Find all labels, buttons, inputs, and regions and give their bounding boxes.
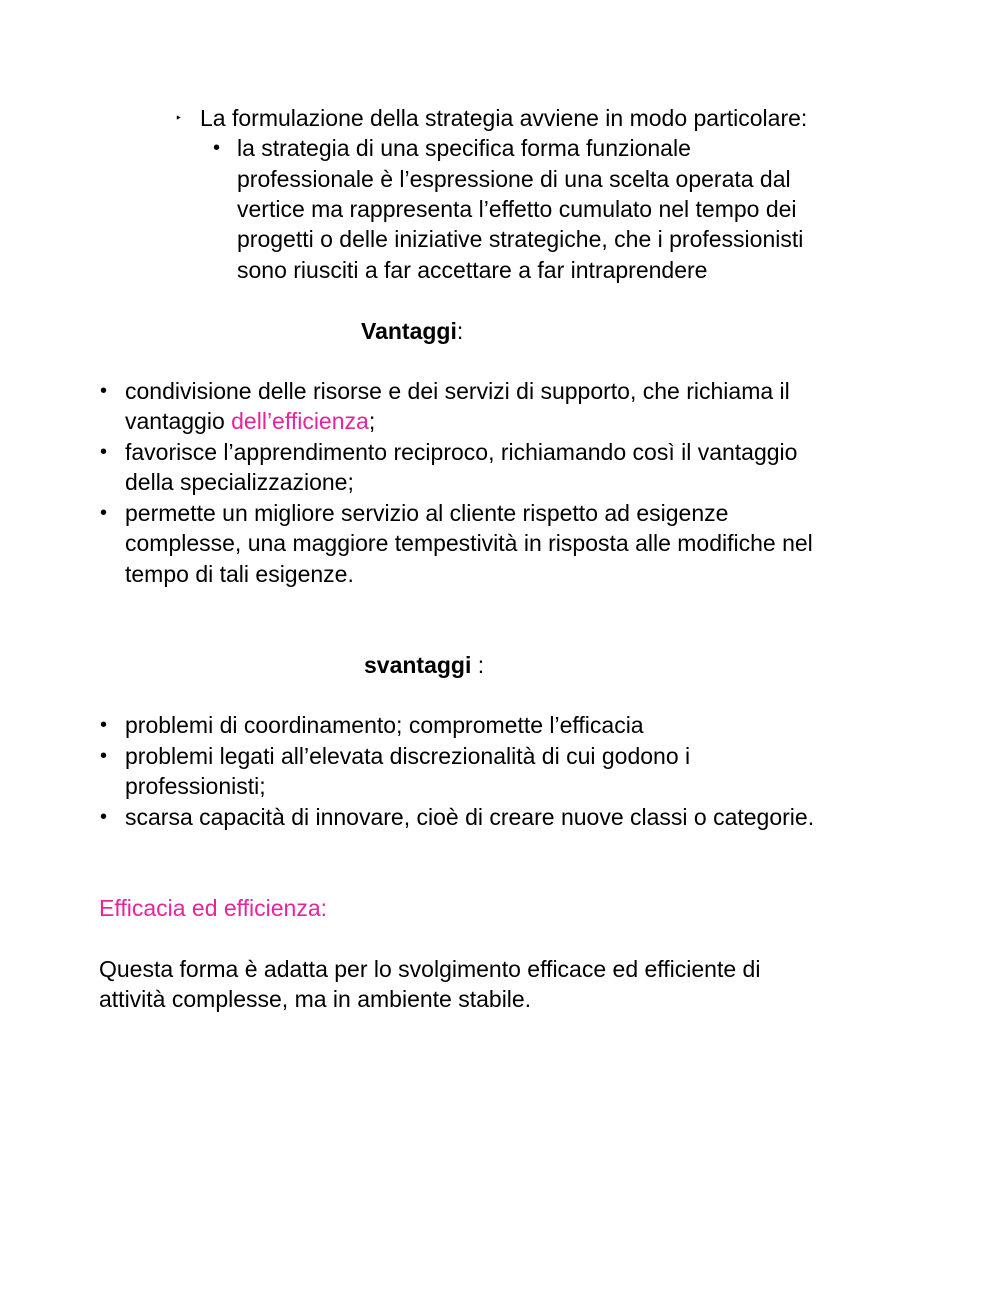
triangle-bullet-icon: ‣ bbox=[175, 111, 183, 125]
vantaggi-heading bbox=[361, 316, 463, 346]
svantaggi-heading bbox=[364, 650, 484, 680]
vantaggi-item-1-end: ; bbox=[368, 408, 376, 434]
vantaggi-item-1-line-2 bbox=[125, 406, 375, 436]
vantaggi-heading-text: Vantaggi bbox=[361, 318, 457, 344]
svantaggi-item-1-line-1: problemi di coordinamento; compromette l’efficacia bbox=[125, 712, 644, 738]
intro-text: La formulazione della strategia avviene in modo particolare: bbox=[200, 105, 808, 131]
vantaggi-item-3-line-3: tempo di tali esigenze. bbox=[125, 561, 354, 587]
vantaggi-item-3-line-1: permette un migliore servizio al cliente rispetto ad esigenze bbox=[125, 500, 729, 526]
bullet-icon: • bbox=[100, 714, 108, 736]
intro-sub-line-5: sono riusciti a far accettare a far intraprendere bbox=[237, 257, 708, 283]
intro-sub-line-2: professionale è l’espressione di una scelta operata dal bbox=[237, 166, 791, 192]
efficacia-line-2: attività complesse, ma in ambiente stabile. bbox=[99, 986, 532, 1012]
intro-sub-line-1: la strategia di una specifica forma funzionale bbox=[237, 135, 691, 161]
svantaggi-heading-colon: : bbox=[471, 652, 485, 678]
svantaggi-item-3-line-1: scarsa capacità di innovare, cioè di creare nuove classi o categorie. bbox=[125, 804, 815, 830]
intro-sub-line-4: progetti o delle iniziative strategiche, che i professionisti bbox=[237, 226, 804, 252]
vantaggi-item-2-line-1: favorisce l’apprendimento reciproco, richiamando così il vantaggio bbox=[125, 439, 798, 465]
bullet-icon: • bbox=[213, 137, 221, 159]
vantaggi-item-3-line-2: complesse, una maggiore tempestività in risposta alle modifiche nel bbox=[125, 530, 813, 556]
vantaggi-heading-colon: : bbox=[456, 318, 464, 344]
bullet-icon: • bbox=[100, 502, 108, 524]
svantaggi-item-2-line-1: problemi legati all’elevata discrezionalità di cui godono i bbox=[125, 743, 691, 769]
bullet-icon: • bbox=[100, 806, 108, 828]
vantaggi-item-2-line-2: della specializzazione; bbox=[125, 469, 354, 495]
bullet-icon: • bbox=[100, 380, 108, 402]
highlight-efficienza: dell’efficienza bbox=[231, 408, 369, 434]
vantaggi-item-1-text: vantaggio bbox=[125, 408, 232, 434]
intro-sub-line-3: vertice ma rappresenta l’effetto cumulato nel tempo dei bbox=[237, 196, 797, 222]
vantaggi-item-1-line-1: condivisione delle risorse e dei servizi di supporto, che richiama il bbox=[125, 378, 790, 404]
svantaggi-heading-text: svantaggi bbox=[364, 652, 472, 678]
efficacia-heading: Efficacia ed efficienza: bbox=[99, 895, 328, 921]
svantaggi-item-2-line-2: professionisti; bbox=[125, 773, 266, 799]
bullet-icon: • bbox=[100, 441, 108, 463]
efficacia-line-1: Questa forma è adatta per lo svolgimento efficace ed efficiente di bbox=[99, 956, 761, 982]
bullet-icon: • bbox=[100, 745, 108, 767]
